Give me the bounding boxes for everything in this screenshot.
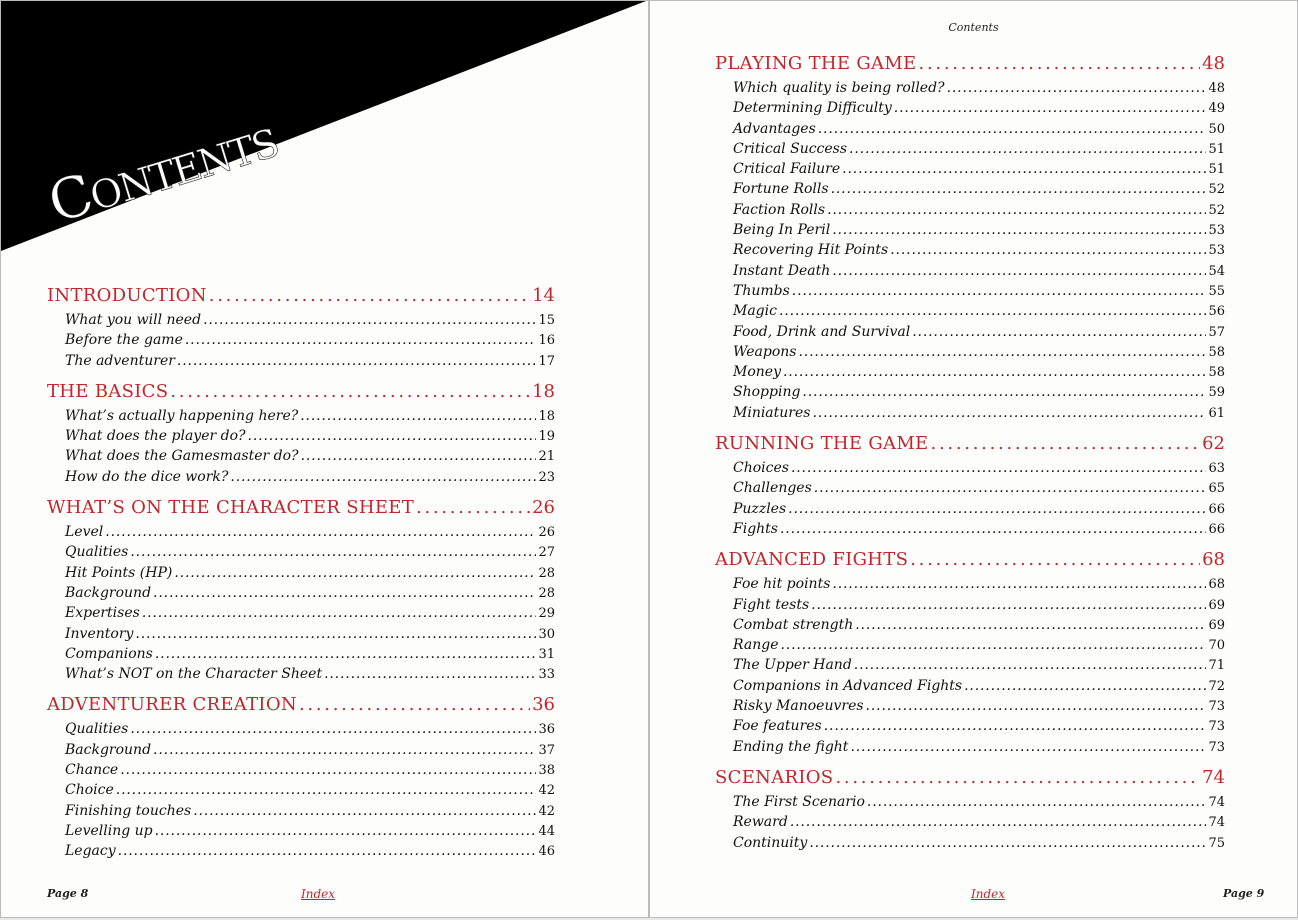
toc-section [715, 546, 1225, 757]
dot-leader [855, 615, 1206, 635]
section-title: INTRODUCTION [47, 285, 207, 306]
dot-leader [177, 351, 537, 371]
section-page-number: 68 [1202, 549, 1225, 571]
entry-title: Critical Failure [733, 161, 841, 178]
entry-title: Level [65, 524, 104, 541]
entry-title: Shopping [733, 384, 801, 401]
entry-page-number: 73 [1208, 739, 1225, 755]
entry-title: Puzzles [733, 500, 787, 517]
entry-title: Determining Difficulty [733, 100, 892, 117]
entry-title: What does the Gamesmaster do? [65, 448, 299, 465]
entry-page-number: 51 [1208, 141, 1225, 157]
dot-leader [416, 494, 530, 522]
toc-entry[interactable] [733, 301, 1225, 321]
entry-page-number: 19 [538, 429, 555, 445]
entry-list [47, 719, 555, 861]
toc-entry[interactable] [733, 78, 1225, 98]
section-heading[interactable] [47, 691, 555, 719]
toc-section [715, 50, 1225, 423]
toc-section [47, 494, 555, 684]
toc-entry[interactable] [65, 446, 555, 466]
dot-leader [824, 716, 1207, 736]
entry-page-number: 18 [538, 408, 555, 424]
entry-page-number: 65 [1208, 481, 1225, 497]
dot-leader [964, 676, 1206, 696]
entry-page-number: 71 [1208, 658, 1225, 674]
dot-leader [811, 595, 1206, 615]
toc-entry[interactable] [65, 624, 555, 644]
entry-page-number: 54 [1208, 263, 1225, 279]
entry-title: Levelling up [65, 822, 153, 839]
toc-entry[interactable] [733, 362, 1225, 382]
entry-title: Companions [65, 645, 153, 662]
right-toc [715, 50, 1225, 860]
toc-entry[interactable] [65, 821, 555, 841]
entry-page-number: 57 [1208, 324, 1225, 340]
dot-leader [120, 760, 536, 780]
toc-entry[interactable] [733, 382, 1225, 402]
dot-leader [301, 446, 537, 466]
toc-entry[interactable] [65, 542, 555, 562]
dot-leader [912, 322, 1206, 342]
dot-leader [193, 801, 536, 821]
entry-title: Which quality is being rolled? [733, 80, 945, 96]
dot-leader [788, 499, 1206, 519]
banner-title: Contents [41, 105, 285, 237]
entry-page-number: 63 [1208, 461, 1225, 477]
section-page-number: 14 [532, 285, 555, 306]
section-title: THE BASICS [47, 380, 169, 402]
toc-entry[interactable] [733, 119, 1225, 139]
dot-leader [130, 719, 536, 739]
entry-page-number: 56 [1208, 304, 1225, 320]
entry-page-number: 21 [538, 449, 555, 465]
entry-title: How do the dice work? [65, 468, 229, 485]
dot-leader [324, 664, 536, 684]
entry-page-number: 51 [1208, 162, 1225, 178]
dot-leader [890, 240, 1206, 260]
dot-leader [130, 542, 536, 562]
dot-leader [790, 812, 1207, 832]
entry-title: Companions in Advanced Fights [733, 677, 963, 694]
index-link[interactable]: Index [971, 887, 1006, 901]
entry-page-number: 52 [1208, 182, 1225, 198]
entry-page-number: 26 [538, 525, 555, 541]
entry-page-number: 66 [1208, 501, 1225, 517]
entry-title: The First Scenario [733, 793, 865, 810]
entry-title: Chance [65, 762, 119, 779]
entry-title: What you will need [65, 312, 202, 328]
entry-list [715, 792, 1225, 853]
entry-title: Range [733, 637, 779, 654]
entry-title: Faction Rolls [733, 201, 826, 218]
entry-title: Qualities [65, 721, 129, 738]
entry-page-number: 59 [1208, 385, 1225, 401]
dot-leader [780, 635, 1206, 655]
dot-leader [791, 458, 1207, 478]
toc-entry[interactable] [65, 719, 555, 739]
toc-entry[interactable] [65, 522, 555, 542]
left-toc [47, 282, 555, 869]
toc-entry[interactable] [65, 583, 555, 603]
toc-entry[interactable] [733, 281, 1225, 301]
dot-leader [919, 50, 1201, 78]
section-title: RUNNING THE GAME [715, 433, 929, 455]
entry-title: Food, Drink and Survival [733, 323, 911, 340]
dot-leader [105, 522, 536, 542]
toc-entry[interactable] [733, 98, 1225, 118]
dot-leader [931, 430, 1201, 458]
dot-leader [854, 655, 1207, 675]
entry-page-number: 55 [1208, 283, 1225, 299]
toc-entry[interactable] [65, 603, 555, 623]
toc-entry[interactable] [733, 792, 1225, 812]
entry-page-number: 15 [538, 313, 555, 328]
dot-leader [827, 200, 1206, 220]
entry-page-number: 49 [1208, 101, 1225, 117]
toc-entry[interactable] [733, 519, 1225, 539]
entry-page-number: 74 [1208, 815, 1225, 831]
toc-entry[interactable] [733, 179, 1225, 199]
entry-page-number: 58 [1208, 365, 1225, 381]
toc-entry[interactable] [733, 833, 1225, 853]
toc-entry[interactable] [733, 261, 1225, 281]
entry-title: Expertises [65, 605, 140, 622]
entry-title: Before the game [65, 332, 183, 349]
section-heading[interactable] [47, 494, 555, 522]
dot-leader [779, 301, 1206, 321]
dot-leader [910, 546, 1200, 574]
entry-title: Continuity [733, 834, 808, 851]
toc-entry[interactable] [733, 595, 1225, 615]
entry-title: Combat strength [733, 616, 854, 633]
entry-page-number: 42 [538, 783, 555, 799]
entry-page-number: 17 [538, 353, 555, 369]
entry-title: What’s NOT on the Character Sheet [65, 666, 323, 683]
dot-leader [185, 330, 537, 350]
entry-title: Hit Points (HP) [65, 564, 173, 581]
entry-page-number: 72 [1208, 678, 1225, 694]
entry-page-number: 30 [538, 626, 555, 642]
section-title: SCENARIOS [715, 766, 834, 788]
toc-entry[interactable] [65, 780, 555, 800]
entry-title: Finishing touches [65, 802, 192, 819]
section-page-number: 36 [532, 694, 555, 716]
entry-page-number: 66 [1208, 521, 1225, 537]
toc-entry[interactable] [65, 801, 555, 821]
dot-leader [783, 362, 1206, 382]
entry-page-number: 37 [538, 742, 555, 758]
dot-leader [866, 696, 1207, 716]
entry-title: Risky Manoeuvres [733, 698, 864, 715]
section-title: PLAYING THE GAME [715, 53, 917, 74]
entry-page-number: 38 [538, 763, 555, 779]
toc-entry[interactable] [65, 841, 555, 861]
entry-page-number: 70 [1208, 638, 1225, 654]
toc-section [47, 282, 555, 371]
dot-leader [831, 179, 1207, 199]
entry-title: Foe features [733, 718, 822, 735]
entry-list [715, 458, 1225, 539]
toc-section [715, 430, 1225, 539]
toc-entry[interactable] [733, 220, 1225, 240]
entry-title: Background [65, 584, 152, 601]
toc-entry[interactable] [65, 310, 555, 330]
dot-leader [135, 624, 536, 644]
entry-page-number: 48 [1208, 81, 1225, 96]
dot-leader [812, 403, 1206, 423]
dot-leader [299, 691, 530, 719]
entry-list [47, 310, 555, 371]
toc-entry[interactable] [733, 403, 1225, 423]
entry-title: Reward [733, 814, 788, 831]
entry-title: The adventurer [65, 352, 175, 369]
entry-title: Inventory [65, 625, 134, 642]
entry-title: Thumbs [733, 282, 790, 299]
toc-entry[interactable] [733, 635, 1225, 655]
entry-title: Advantages [733, 120, 816, 137]
dot-leader [842, 159, 1206, 179]
toc-entry[interactable] [733, 676, 1225, 696]
entry-title: Fortune Rolls [733, 181, 829, 198]
toc-section [715, 764, 1225, 853]
section-page-number: 62 [1202, 433, 1225, 455]
section-title: WHAT’S ON THE CHARACTER SHEET [47, 497, 415, 519]
toc-entry[interactable] [65, 406, 555, 426]
entry-page-number: 23 [538, 469, 555, 485]
entry-page-number: 73 [1208, 699, 1225, 715]
entry-title: Foe hit points [733, 576, 831, 593]
dot-leader [230, 467, 536, 487]
entry-title: Being In Peril [733, 222, 831, 239]
entry-title: What does the player do? [65, 428, 246, 445]
entry-title: Money [733, 364, 781, 381]
dot-leader [118, 841, 537, 861]
toc-entry[interactable] [733, 200, 1225, 220]
dot-leader [203, 310, 536, 330]
entry-page-number: 69 [1208, 597, 1225, 613]
dot-leader [835, 764, 1200, 792]
entry-page-number: 61 [1208, 405, 1225, 421]
running-title: Contents [948, 21, 999, 34]
toc-entry[interactable] [733, 159, 1225, 179]
toc-entry[interactable] [733, 499, 1225, 519]
toc-entry[interactable] [65, 644, 555, 664]
section-heading[interactable] [715, 430, 1225, 458]
dot-leader [850, 737, 1206, 757]
entry-page-number: 28 [538, 585, 555, 601]
toc-entry[interactable] [733, 322, 1225, 342]
toc-entry[interactable] [65, 664, 555, 684]
entry-title: What’s actually happening here? [65, 407, 299, 424]
entry-page-number: 28 [538, 565, 555, 581]
toc-entry[interactable] [733, 458, 1225, 478]
left-page [0, 0, 649, 918]
entry-title: Legacy [65, 843, 116, 860]
section-heading[interactable] [47, 378, 555, 406]
entry-page-number: 53 [1208, 223, 1225, 239]
toc-entry[interactable] [65, 330, 555, 350]
dot-leader [818, 119, 1207, 139]
toc-entry[interactable] [733, 139, 1225, 159]
entry-title: The Upper Hand [733, 657, 852, 674]
toc-entry[interactable] [65, 740, 555, 760]
toc-entry[interactable] [733, 478, 1225, 498]
dot-leader [832, 574, 1206, 594]
entry-title: Fight tests [733, 596, 810, 613]
section-heading[interactable] [715, 50, 1225, 78]
toc-entry[interactable] [733, 574, 1225, 594]
entry-title: Magic [733, 303, 777, 320]
section-title: ADVANCED FIGHTS [715, 549, 909, 571]
dot-leader [153, 740, 536, 760]
section-page-number: 18 [532, 380, 555, 402]
section-title: ADVENTURER CREATION [47, 694, 297, 716]
entry-page-number: 36 [538, 722, 555, 738]
entry-page-number: 53 [1208, 243, 1225, 259]
entry-title: Ending the fight [733, 738, 849, 755]
entry-page-number: 16 [538, 333, 555, 349]
contents-banner [1, 1, 649, 261]
dot-leader [832, 220, 1206, 240]
entry-list [715, 78, 1225, 423]
entry-page-number: 68 [1208, 577, 1225, 593]
toc-entry[interactable] [65, 426, 555, 446]
entry-page-number: 50 [1208, 121, 1225, 137]
dot-leader [155, 644, 537, 664]
toc-section [47, 691, 555, 861]
section-heading[interactable] [47, 282, 555, 310]
section-page-number: 74 [1202, 766, 1225, 788]
entry-page-number: 27 [538, 545, 555, 561]
dot-leader [209, 282, 530, 310]
dot-leader [792, 281, 1207, 301]
toc-entry[interactable] [65, 467, 555, 487]
entry-title: Challenges [733, 480, 812, 497]
entry-title: Recovering Hit Points [733, 242, 889, 259]
dot-leader [153, 583, 536, 603]
entry-page-number: 52 [1208, 202, 1225, 218]
entry-title: Weapons [733, 343, 797, 360]
entry-page-number: 46 [538, 844, 555, 860]
dot-leader [116, 780, 537, 800]
entry-page-number: 44 [538, 823, 555, 839]
toc-entry[interactable] [65, 563, 555, 583]
entry-list [47, 406, 555, 487]
toc-entry[interactable] [65, 760, 555, 780]
index-link[interactable]: Index [301, 887, 336, 901]
entry-title: Choices [733, 460, 789, 477]
entry-page-number: 75 [1208, 835, 1225, 851]
section-heading[interactable] [715, 546, 1225, 574]
dot-leader [947, 78, 1207, 98]
dot-leader [174, 563, 536, 583]
dot-leader [798, 342, 1206, 362]
dot-leader [894, 98, 1207, 118]
entry-page-number: 29 [538, 606, 555, 622]
toc-entry[interactable] [733, 716, 1225, 736]
toc-entry[interactable] [65, 351, 555, 371]
section-heading[interactable] [715, 764, 1225, 792]
section-page-number: 48 [1202, 53, 1225, 74]
entry-list [715, 574, 1225, 757]
entry-page-number: 33 [538, 667, 555, 683]
dot-leader [814, 478, 1207, 498]
dot-leader [802, 382, 1206, 402]
entry-title: Choice [65, 782, 114, 799]
entry-title: Instant Death [733, 262, 831, 279]
dot-leader [849, 139, 1206, 159]
entry-title: Miniatures [733, 404, 811, 421]
toc-entry[interactable] [733, 615, 1225, 635]
toc-entry[interactable] [733, 812, 1225, 832]
entry-page-number: 58 [1208, 344, 1225, 360]
page-number: Page 8 [47, 887, 89, 900]
dot-leader [170, 378, 530, 406]
toc-section [47, 378, 555, 487]
dot-leader [142, 603, 537, 623]
toc-entry[interactable] [733, 696, 1225, 716]
page-number: Page 9 [1223, 887, 1265, 900]
toc-entry[interactable] [733, 737, 1225, 757]
entry-list [47, 522, 555, 684]
entry-title: Critical Success [733, 140, 848, 157]
dot-leader [248, 426, 537, 446]
dot-leader [155, 821, 537, 841]
dot-leader [867, 792, 1207, 812]
entry-title: Background [65, 741, 152, 758]
entry-page-number: 42 [538, 803, 555, 819]
dot-leader [780, 519, 1206, 539]
toc-entry[interactable] [733, 655, 1225, 675]
dot-leader [300, 406, 536, 426]
section-page-number: 26 [532, 497, 555, 519]
entry-title: Fights [733, 520, 778, 537]
dot-leader [809, 833, 1206, 853]
entry-title: Qualities [65, 544, 129, 561]
entry-page-number: 74 [1208, 794, 1225, 810]
entry-page-number: 31 [538, 646, 555, 662]
toc-entry[interactable] [733, 342, 1225, 362]
entry-page-number: 69 [1208, 617, 1225, 633]
dot-leader [832, 261, 1206, 281]
entry-page-number: 73 [1208, 719, 1225, 735]
toc-entry[interactable] [733, 240, 1225, 260]
